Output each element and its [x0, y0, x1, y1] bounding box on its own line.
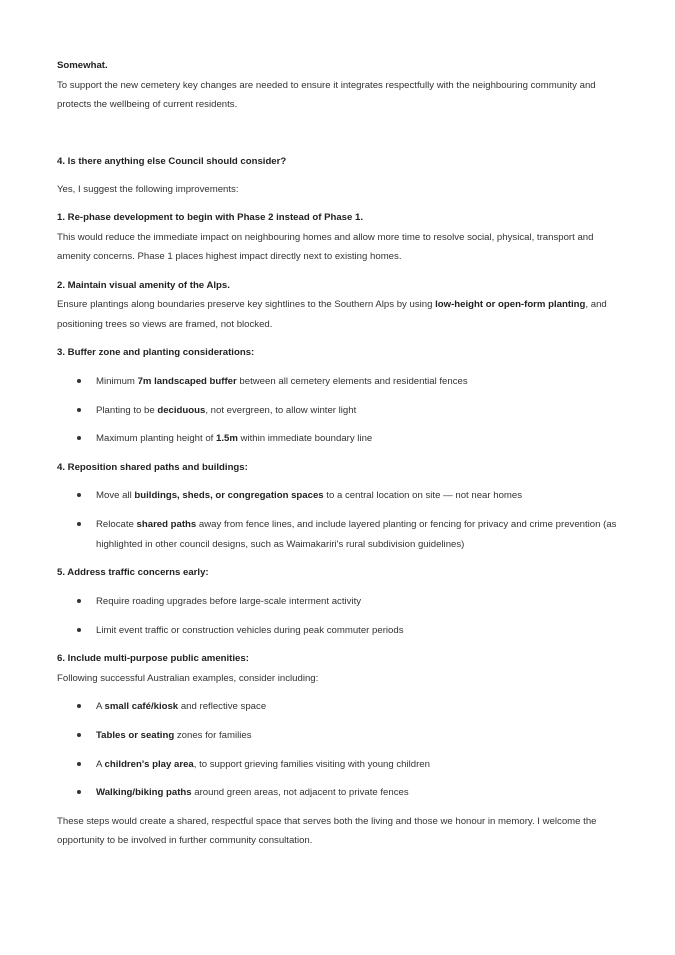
- bullet-icon: [77, 599, 81, 603]
- bullet-icon: [77, 493, 81, 497]
- section-2-line-1: Ensure plantings along boundaries preserve key sightlines to the Southern Alps by using low-height or open-form planting, and: [57, 299, 607, 310]
- answer-heading: Somewhat.: [57, 60, 108, 71]
- list-item: A children's play area, to support grieving families visiting with young children: [96, 759, 430, 770]
- section-1-line-1: This would reduce the immediate impact on neighbouring homes and allow more time to resolve social, physical, transport and: [57, 232, 594, 243]
- bullet-icon: [77, 379, 81, 383]
- list-item: Maximum planting height of 1.5m within immediate boundary line: [96, 433, 373, 444]
- bullet-icon: [77, 436, 81, 440]
- bullet-icon: [77, 408, 81, 412]
- section-2-line-2: positioning trees so views are framed, not blocked.: [57, 319, 273, 330]
- question-heading: 4. Is there anything else Council should consider?: [57, 156, 287, 167]
- section-6-heading: 6. Include multi-purpose public amenities:: [57, 653, 249, 664]
- section-4-heading: 4. Reposition shared paths and buildings:: [57, 462, 248, 473]
- list-item: Walking/biking paths around green areas, not adjacent to private fences: [96, 787, 409, 798]
- section-6-lead: Following successful Australian examples, consider including:: [57, 673, 319, 684]
- bullet-icon: [77, 762, 81, 766]
- lead-text: Yes, I suggest the following improvements:: [57, 184, 239, 195]
- section-3-heading: 3. Buffer zone and planting considerations:: [57, 347, 255, 358]
- list-item: Relocate shared paths away from fence lines, and include layered planting or fencing for privacy and crime prevention (as: [96, 519, 617, 530]
- list-item: Tables or seating zones for families: [96, 730, 252, 741]
- bullet-icon: [77, 790, 81, 794]
- list-item: Planting to be deciduous, not evergreen, to allow winter light: [96, 405, 357, 416]
- list-item: Move all buildings, sheds, or congregation spaces to a central location on site — not near homes: [96, 490, 523, 501]
- bullet-icon: [77, 522, 81, 526]
- closing-line-1: These steps would create a shared, respectful space that serves both the living and those we honour in memory. I welcome the: [57, 816, 597, 827]
- bullet-icon: [77, 628, 81, 632]
- list-item: Limit event traffic or construction vehicles during peak commuter periods: [96, 625, 404, 636]
- bullet-icon: [77, 733, 81, 737]
- intro-line-2: protects the wellbeing of current residents.: [57, 99, 238, 110]
- section-1-line-2: amenity concerns. Phase 1 places highest impact directly next to existing homes.: [57, 251, 402, 262]
- section-5-heading: 5. Address traffic concerns early:: [57, 567, 209, 578]
- section-2-heading: 2. Maintain visual amenity of the Alps.: [57, 280, 230, 291]
- intro-line-1: To support the new cemetery key changes are needed to ensure it integrates respectfully with the neighbouring community and: [57, 80, 596, 91]
- list-item: Minimum 7m landscaped buffer between all cemetery elements and residential fences: [96, 376, 468, 387]
- bullet-icon: [77, 704, 81, 708]
- section-1-heading: 1. Re-phase development to begin with Phase 2 instead of Phase 1.: [57, 212, 364, 223]
- closing-line-2: opportunity to be involved in further community consultation.: [57, 835, 313, 846]
- list-item: A small café/kiosk and reflective space: [96, 701, 267, 712]
- list-item: Require roading upgrades before large-scale interment activity: [96, 596, 362, 607]
- list-item-continuation: highlighted in other council designs, such as Waimakariri's rural subdivision guidelines): [96, 539, 465, 550]
